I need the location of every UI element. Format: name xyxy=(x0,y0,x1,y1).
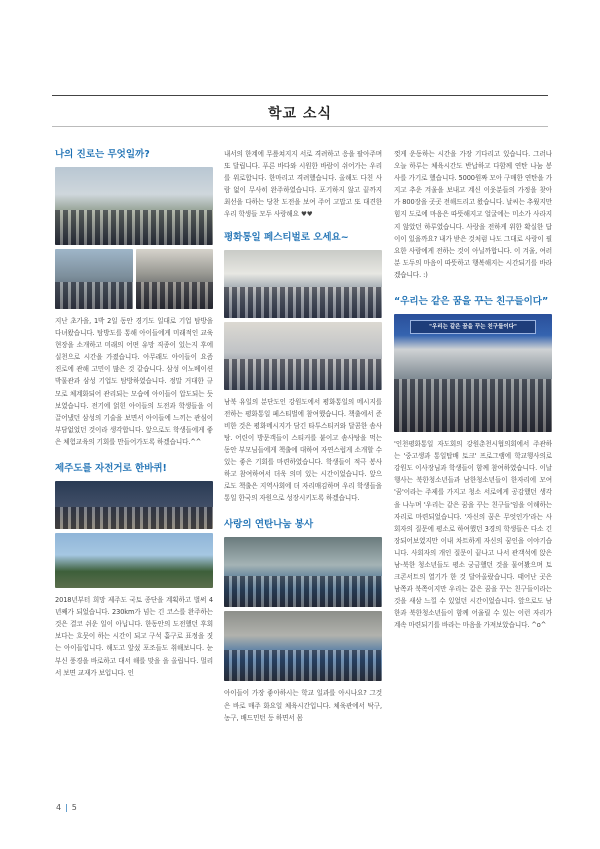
photo-company-visit-group xyxy=(55,167,213,245)
page-number-left: 4 xyxy=(56,803,62,812)
photo-festival-cotton-candy xyxy=(224,322,382,390)
article-body-same-dream: '인천평화통일 자도회의 강원춘천시협의회에서 주관하는 '중고생과 통일탑배 토크' 프로그램에 학교행사의로 강원도 이사장님과 학생들이 함께 참여하였습니다. 이날 행사는 북한청소년들과 남한청소년들이 한자리에 모여 '꿈'이라는 주제를 가지고 청소 서로에게 공감했던 생각을 나누며 '우리는 같은 꿈을 꾸는 친구들'임을 이해하는 자리로 마련되었습니다. '자신의 꿈은 무엇인가'라는 사회자의 질문에 평소로 하여했던 3경의 학생들은 다소 긴장되어보였지만 이내 차트하게 자신의 꿈인을 이야기습니다. 사회자의 개인 질문이 끝나고 나서 관객석에 앉은 남-북한 청소년들도 평소 궁금했던 것을 물어봤으며 토크콘서트의 열기가 한 것 달아올랐습니다. 태어난 곳은 남쪽과 북쪽이지만 우리는 같은 꿈을 꾸는 친구들이라는 것을 새삼 느낄 수 있었던 시간이었습니다. 앞으로도 남한과 북한청소년들이 함께 어울릴 수 있는 이런 자리가 계속 마련되기를 바라는 마음을 가져보았습니다. ^o^ xyxy=(394,440,552,630)
article-heading-peace-festival: 평화통일 페스티벌로 오세요~ xyxy=(224,231,349,243)
photo-jeju-cycling xyxy=(55,533,213,588)
article-heading-jeju: 제주도를 자전거로 한바퀴! xyxy=(55,463,167,475)
page-numbers xyxy=(56,803,77,812)
photo-briquette-carrying xyxy=(224,537,382,607)
top-rule xyxy=(52,95,548,96)
photo-jeju-jumping xyxy=(55,481,213,529)
photo-banner: "우리는 같은 꿈을 꾸는 친구들이다" xyxy=(410,320,536,334)
photo-building-exterior xyxy=(55,249,133,309)
column-left xyxy=(55,148,213,679)
article-body-jeju: 2018년부터 희망 제주도 국토 종단을 계획하고 벌써 4년째가 되었습니다. 230km가 넘는 긴 코스를 완주하는 것은 결코 쉬운 일이 아닙니다. 한동안의 도전했던 후회보다는 흐뭇이 하는 시간이 되고 구석 흩구로 표정을 짓는 아이들입니다. 해도고 앞섰 포조들도 취해보니다. 눈부신 풍경을 바로하고 대서 해를 맞을 을 올립니다. 멀리서 보면 교재가 보입니다. 인 xyxy=(55,596,213,677)
article-heading-same-dream: “우리는 같은 꿈을 꾸는 친구들이다” xyxy=(394,296,549,308)
column-middle xyxy=(224,148,382,724)
photo-row-career xyxy=(55,249,213,309)
article-body-briquette-continued: 껏게 운동하는 시간을 가장 기다리고 있습니다. 그러나 오늘 하루는 체육시간도 반납하고 다함께 연탄 나눔 봉사를 가기로 했습니다. 5000원짜 모아 구매한 연탄을 가지고 추운 겨울을 보내고 계신 이웃분들의 가정을 찾아가 800장을 곳곳 전해드리고 왔습니다. 날씨는 추웠지만 힘지 도로에 마음은 따뜻해지고 얼굴에는 미소가 사라지지 않았던 하루였습니다. 사랑을 전하게 위한 확실한 답이이 있을까요? 내가 받은 것처럼 나도 그대로 사랑이 필요한 사람에게 전하는 것이 아닐까합니다. 이 겨울, 여러분 도두의 마음이 따뜻하고 행복해지는 시간되기를 바라겠습니다. :) xyxy=(394,150,552,279)
article-body-peace-festival: 남북 유일의 분단도인 강원도에서 평화통일의 메시지를 전하는 평화통일 페스티벌에 참여했습니다. 책출에서 준비한 것은 평화메시지가 담긴 타투스티커와 달콤한 솜사탕. 어린이 방문객들이 스티커를 붙이고 솜사탕을 먹는 동안 부모님들에게 책출에 대하여 자연스럽게 소개할 수 있는 좋은 기회를 마련하였습니다. 학생들이 적극 봉사하고 참여하여서 더욱 의미 있는 시간이었습니다. 앞으로도 책출은 지역사회에 더 자리매김하며 우리 학생들을 통일 한국의 자원으로 성장시키도록 하겠습니다. xyxy=(224,397,382,503)
article-body-briquette: 아이들이 가장 좋아하시는 학교 일과를 아시나요? 그것은 바로 매주 화요일 체육시간입니다. 체육관에서 탁구, 농구, 배드민턴 등 하면서 몸 xyxy=(224,689,382,722)
photo-briquette-stacking xyxy=(224,611,382,681)
article-heading-briquette: 사랑의 연탄나눔 봉사 xyxy=(224,519,314,531)
title-rule xyxy=(52,126,548,127)
page-separator: | xyxy=(65,803,68,812)
photo-group-lobby xyxy=(136,249,214,309)
photo-festival-booth xyxy=(224,250,382,318)
article-heading-career: 나의 진로는 무엇일까? xyxy=(55,149,150,160)
article-body-jeju-continued: 내서의 한계에 무릎쳐지지 서로 격려하고 응을 팔아주며 또 달립니다. 푸른 바다와 시원한 바람이 쉬어가는 우리를 위로합니다. 한마리고 격려했습니다. 올해도 다친 사람 없이 무사히 완주하였습니다. 포기하지 않고 끝까지 최선을 다하는 당찬 도전을 보여 주어 고맙고 또 대견한 우리 학생들 모두 사랑해요 ♥♥ xyxy=(224,150,382,219)
photo-talk-concert-group xyxy=(394,314,552,432)
section-title: 학교 소식 xyxy=(268,106,332,122)
page-number-right: 5 xyxy=(71,803,77,812)
column-right xyxy=(394,148,552,632)
article-body-career: 지난 초가을, 1박 2일 동안 경기도 일대로 기업 탐방을 다녀왔습니다. 탐방도를 통해 아이들에게 미래적인 교육현장을 소개하고 미래의 어떤 유망 직종이 있는지 후에 실천으로 시간을 가졌습니다. 아무래도 아이들이 요즘 진로에 관해 고민이 많은 것 같습니다. 삼성 이노베이션 박물관과 삼성 기업도 탐방하였습니다. 정말 거대한 규모로 체계화되어 관리되는 모습에 아이들이 압도되는 듯 보였습니다. 전기에 얽힌 아이들의 도전과 학생들을 이끌어냈던 삼성의 기술을 보면서 아이들에 느끼는 관심이 부담없었던 것이라 생각합니다. 앞으로도 학생들에게 좋은 체험교육의 기회를 만들어가도록 하겠습니다.^^ xyxy=(55,317,213,446)
